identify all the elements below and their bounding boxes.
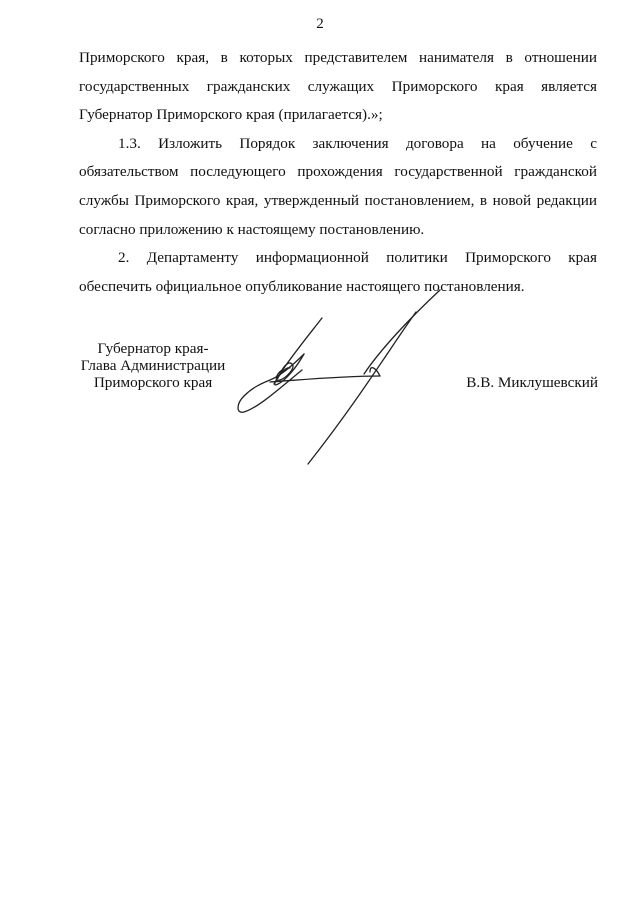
page-number: 2 bbox=[316, 16, 324, 32]
signatory-name: В.В. Миклушевский bbox=[466, 374, 598, 391]
document-body bbox=[79, 44, 597, 301]
signatory-title-line: Приморского края bbox=[93, 374, 213, 391]
paragraph: 2. Департаменту информационной политики Приморского края обеспечить официальное опубликование настоящего постановления. bbox=[79, 249, 597, 295]
handwritten-signature bbox=[230, 288, 450, 468]
paragraph: Приморского края, в которых представителем нанимателя в отношении государственных гражданских служащих Приморского края является Губернатор Приморского края (прилагается).»; bbox=[79, 49, 597, 124]
signature-block bbox=[0, 340, 640, 480]
signatory-title-line: Глава Администрации bbox=[80, 357, 226, 374]
signatory-title bbox=[79, 340, 227, 391]
paragraph: 1.3. Изложить Порядок заключения договора на обучение с обязательством последующего прохождения государственной гражданской службы Приморского края, утвержденный постановлением, в новой редакции согласно приложению к настоящему постановлению. bbox=[79, 134, 597, 238]
signatory-title-line: Губернатор края- bbox=[97, 340, 209, 357]
